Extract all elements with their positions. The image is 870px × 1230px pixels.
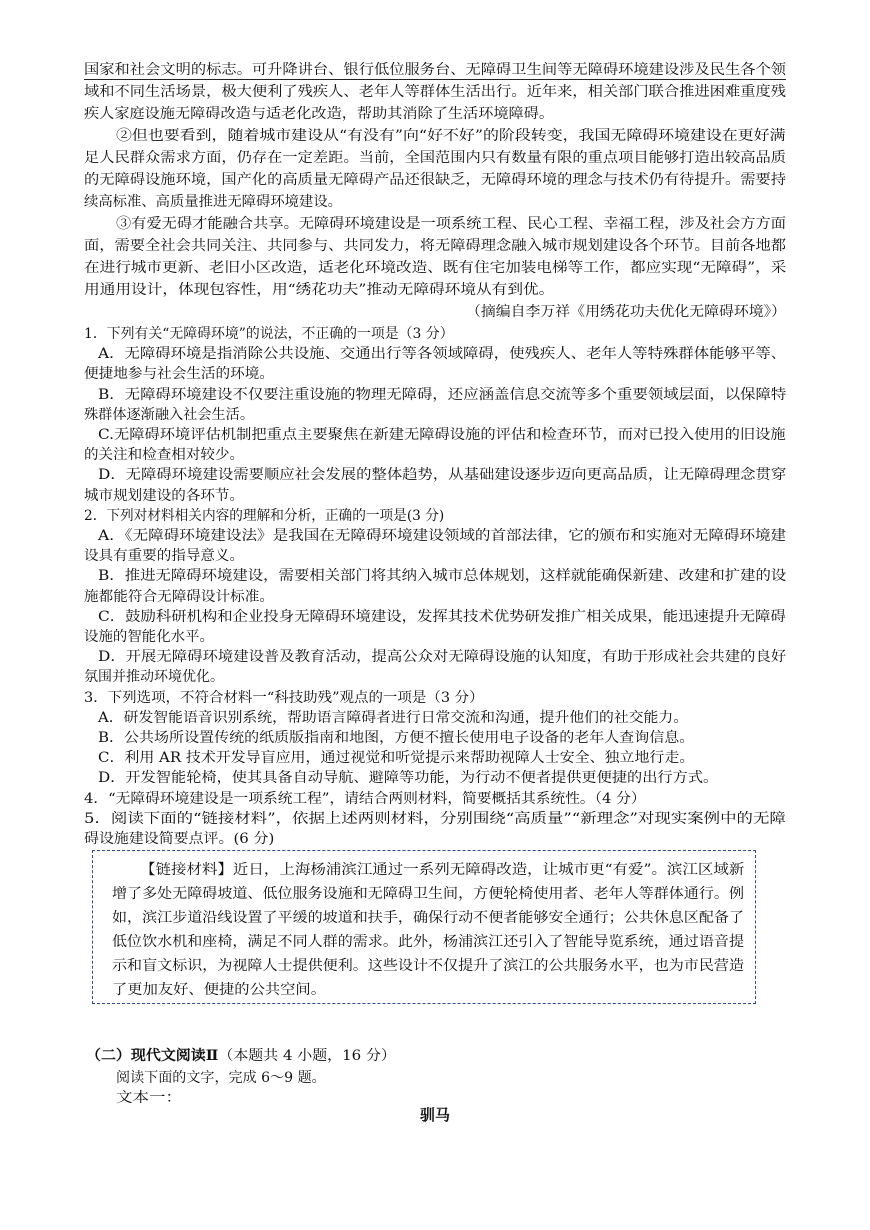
questions-line: A．无障碍环境是指消除公共设施、交通出行等各领域障碍，使残疾人、老年人等特殊群体能够平等、 [98,346,787,362]
questions-line: 氛围并推动环境优化。 [84,669,224,685]
questions-line: B．无障碍环境建设不仅要注重设施的物理无障碍，还应涵盖信息交流等多个重要领域层面，以保障特 [98,387,787,403]
article-line: 的无障碍设施环境，国产化的高质量无障碍产品还很缺乏，无障碍环境的理念与技术仍有待提升。需要持 [84,172,786,188]
questions-line: C．利用 AR 技术开发导盲应用，通过视觉和听觉提示来帮助视障人士安全、独立地行走。 [98,750,695,766]
questions-line: 3．下列选项，不符合材料一“科技助残”观点的一项是（3 分） [84,690,484,706]
article-line: 在进行城市更新、老旧小区改造，适老化环境改造、既有住宅加装电梯等工作，都应实现“无障碍”，采 [84,260,787,276]
questions-line: B．推进无障碍环境建设，需要相关部门将其纳入城市总体规划，这样就能确保新建、改建和扩建的设 [98,568,787,584]
questions-line: 4．“无障碍环境建设是一项系统工程”，请结合两则材料，简要概括其系统性。（4 分） [84,791,646,807]
article-line: 域和不同生活场景，极大便利了残疾人、老年人等群体生活出行。近年来，相关部门联合推进困难重度残 [84,84,786,100]
article-line: 续高标准、高质量推进无障碍环境建设。 [84,194,342,210]
questions-line: A．研发智能语音识别系统，帮助语言障碍者进行日常交流和沟通，提升他们的社交能力。 [98,710,689,726]
questions-line: 1．下列有关“无障碍环境”的说法，不正确的一项是（3 分） [84,326,454,342]
questions-line: 施都能符合无障碍设计标准。 [84,589,274,605]
questions-line: 设施的智能化水平。 [84,629,214,645]
questions-line: D．开发智能轮椅，使其具备自动导航、避障等功能，为行动不便者提供更便捷的出行方式。 [98,770,719,786]
section-heading: （二）现代文阅读Ⅱ [86,1048,219,1064]
link_material-line: 如，滨江步道沿线设置了平缓的坡道和扶手，确保行动不便者能够安全通行；公共休息区配备了 [112,910,744,926]
questions-line: C．鼓励科研机构和企业投身无障碍环境建设，发挥其技术优势研发推广相关成果，能迅速提升无障碍 [98,609,786,625]
questions-line: 的关注和检查相对较少。 [84,447,244,463]
questions-line: D．无障碍环境建设需要顺应社会发展的整体趋势，从基础建设逐步迈向更高品质，让无障碍理念贯穿 [98,467,787,483]
article-line: 足人民群众需求方面，仍存在一定差距。当前，全国范围内只有数量有限的重点项目能够打造出较高品质 [84,150,786,166]
link_material-line: 增了多处无障碍坡道、低位服务设施和无障碍卫生间，方便轮椅使用者、老年人等群体通行。例 [112,886,744,902]
section-heading-note: （本题共 4 小题，16 分） [218,1048,396,1064]
questions-line: B．公共场所设置传统的纸质版指南和地图，方便不擅长使用电子设备的老年人查询信息。 [98,730,695,746]
article-line: 用通用设计，体现包容性，用“绣花功夫”推动无障碍环境从有到优。 [84,282,555,298]
questions-line: 殊群体逐渐融入社会生活。 [84,407,254,423]
article-line: ③有爱无碍才能融合共享。无障碍环境建设是一项系统工程、民心工程、幸福工程，涉及社会方方面 [116,216,786,232]
questions-line: C.无障碍环境评估机制把重点主要聚焦在新建无障碍设施的评估和检查环节，而对已投入使用的旧设施 [98,427,786,443]
questions-line: 2．下列对材料相关内容的理解和分析，正确的一项是(3 分) [84,508,445,524]
section-instruction: 阅读下面的文字，完成 6～9 题。 [116,1070,326,1086]
questions-line: 城市规划建设的各环节。 [84,488,244,504]
questions-line: 5．阅读下面的“链接材料”，依据上述两则材料，分别围绕“高质量”“新理念”对现实案例中的无障 [84,811,786,827]
questions-line: D．开展无障碍环境建设普及教育活动，提高公众对无障碍设施的认知度，有助于形成社会共建的良好 [98,649,787,665]
article-line: 面，需要全社会共同关注、共同参与、共同发力，将无障碍理念融入城市规划建设各个环节。目前各地都 [84,238,786,254]
link_material-line: 【链接材料】近日，上海杨浦滨江通过一系列无障碍改造，让城市更“有爱”。滨江区域新 [140,862,745,878]
link_material-line: 示和盲文标识，为视障人士提供便利。这些设计不仅提升了滨江的公共服务水平，也为市民营造 [112,958,744,974]
section-heading-row [86,1046,396,1066]
link_material-line: 了更加友好、便捷的公共空间。 [112,982,326,998]
source-citation: （摘编自李万祥《用绣花功夫优化无障碍环境》） [466,304,786,320]
passage-title: 驯马 [419,1106,450,1124]
questions-line: A．《无障碍环境建设法》是我国在无障碍环境建设领域的首部法律，它的颁布和实施对无障碍环境建 [98,528,787,544]
link_material-line: 低位饮水机和座椅，满足不同人群的需求。此外，杨浦滨江还引入了智能导览系统，通过语音提 [112,934,744,950]
text-label: 文本一： [116,1090,182,1106]
article-line: 国家和社会文明的标志。可升降讲台、银行低位服务台、无障碍卫生间等无障碍环境建设涉及民生各个领 [84,62,786,78]
article-line: ②但也要看到，随着城市建设从“有没有”向“好不好”的阶段转变，我国无障碍环境建设在更好满 [116,128,786,144]
questions-line: 便捷地参与社会生活的环境。 [84,366,274,382]
questions-line: 碍设施建设简要点评。(6 分) [84,831,275,847]
article-line: 疾人家庭设施无障碍改造与适老化改造，帮助其消除了生活环境障碍。 [84,106,554,122]
questions-line: 设具有重要的指导意义。 [84,548,244,564]
